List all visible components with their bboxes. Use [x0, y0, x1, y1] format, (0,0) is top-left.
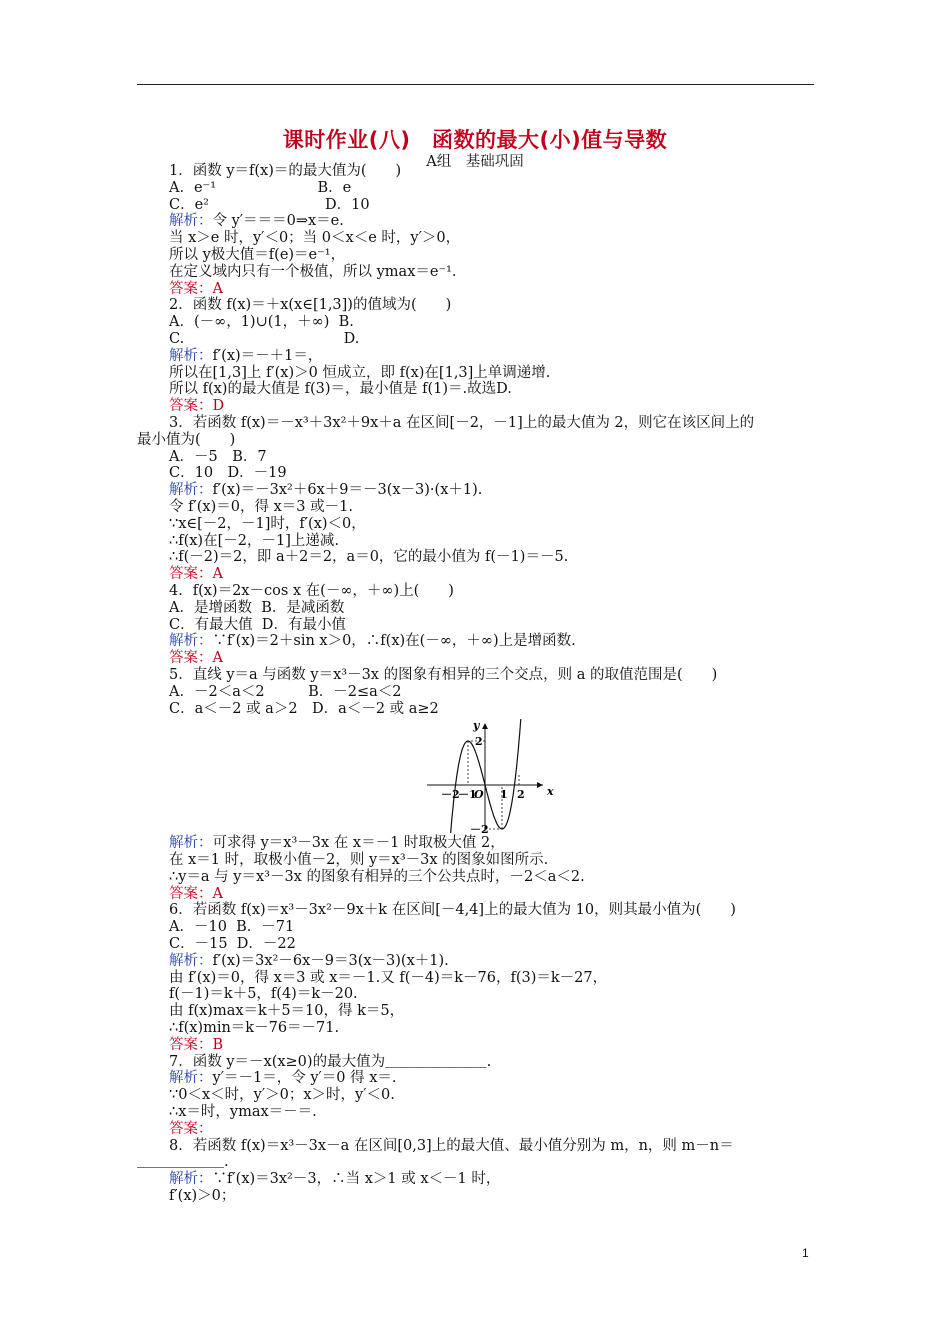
solution-line: [137, 482, 814, 499]
text-line: [137, 1138, 814, 1155]
solution-line: [137, 213, 814, 230]
y-axis-arrow: [482, 723, 488, 729]
line-text: ∴x＝时，ymax＝－＝.: [169, 1104, 317, 1121]
answer-label: 答案：D: [169, 398, 225, 415]
page-number: 1: [802, 1246, 809, 1260]
solution-text: 令 y′＝＝＝0⇒x＝e.: [212, 213, 344, 230]
x-tick-label: 1: [500, 788, 508, 802]
text-line: [137, 583, 814, 600]
line-text: 令 f′(x)＝0，得 x＝3 或－1.: [169, 498, 353, 515]
text-line: [137, 1020, 814, 1037]
page-title: 课时作业(八) 函数的最大(小)值与导数: [282, 128, 668, 152]
line-text: 7．函数 y＝－x(x≥0)的最大值为＿＿＿＿＿＿＿.: [169, 1053, 492, 1070]
text-line: [137, 365, 814, 382]
solution-label: 解析：: [169, 835, 213, 852]
line-text: 所以 y极大值＝f(e)＝e⁻¹，: [169, 246, 346, 263]
line-text: ∴f(－2)＝2，即 a＋2＝2，a＝0，它的最小值为 f(－1)＝－5.: [169, 549, 569, 566]
solution-label: 解析：: [169, 1171, 213, 1188]
solution-label: 解析：: [169, 482, 213, 499]
y-tick-label: －2: [470, 823, 489, 834]
origin-label: O: [474, 788, 484, 802]
x-axis-label: x: [547, 785, 554, 799]
line-text: 最小值为( ): [137, 431, 236, 448]
text-line: [137, 516, 814, 533]
line-text: A．e⁻¹ B．e: [169, 179, 352, 196]
line-text: 由 f′(x)＝0，得 x＝3 或 x＝－1.又 f(－4)＝k－76，f(3)＝k－27，: [169, 969, 608, 986]
line-text: 2．函数 f(x)＝＋x(x∈[1,3])的值域为( ): [169, 297, 452, 314]
text-line: [137, 986, 814, 1003]
answer-label: 答案：: [169, 1120, 213, 1137]
line-text: A．－2＜a＜2 B．－2≤a＜2: [169, 683, 402, 700]
line-text: ∴f(x)min＝k－76＝－71.: [169, 1020, 340, 1037]
line-text: 1．函数 y＝f(x)＝的最大值为( ): [169, 163, 402, 179]
text-line: [137, 197, 814, 214]
text-line: [137, 499, 814, 516]
solution-text: f′(x)＝－＋1＝，: [212, 347, 323, 364]
text-line: [137, 852, 814, 869]
text-line: [137, 449, 814, 466]
answer-label: 答案：A: [169, 280, 223, 297]
text-line: [137, 230, 814, 247]
solution-line: [137, 1070, 814, 1087]
text-line: [137, 701, 814, 718]
line-text: 5．直线 y＝a 与函数 y＝x³－3x 的图象有相异的三个交点，则 a 的取值范围是( ): [169, 666, 718, 683]
text-line: [137, 970, 814, 987]
solution-label: 解析：: [169, 952, 213, 969]
text-line: [137, 163, 814, 180]
answer-line: [137, 886, 814, 903]
solution-text: ∵f′(x)＝3x²－3，∴当 x＞1 或 x＜－1 时，: [212, 1171, 501, 1188]
cubic-function-graph: [137, 717, 814, 835]
line-text: C．有最大值 D．有最小值: [169, 616, 346, 633]
header-rule: [137, 84, 814, 85]
solution-text: f′(x)＝3x²－6x－9＝3(x－3)(x＋1).: [212, 952, 449, 969]
line-text: ∴y＝a 与 y＝x³－3x 的图象有相异的三个公共点时，－2＜a＜2.: [169, 868, 585, 885]
line-text: 当 x＞e 时，y′＜0；当 0＜x＜e 时，y′＞0，: [169, 230, 461, 247]
line-text: ∴f(x)在[－2，－1]上递减.: [169, 532, 339, 549]
text-line: [137, 180, 814, 197]
line-text: 6．若函数 f(x)＝x³－3x²－9x＋k 在区间[－4,4]上的最大值为 10，则其最小值为( ): [169, 902, 736, 919]
text-line: [137, 869, 814, 886]
text-line: [137, 1003, 814, 1020]
text-line: [137, 600, 814, 617]
line-text: ∵x∈[－2，－1]时，f′(x)＜0，: [169, 515, 366, 532]
solution-line: [137, 633, 814, 650]
answer-label: 答案：A: [169, 566, 223, 583]
text-line: [137, 667, 814, 684]
text-line: [137, 684, 814, 701]
line-text: ＿＿＿＿＿＿.: [137, 1154, 229, 1171]
solution-label: 解析：: [169, 1070, 213, 1087]
text-line: [137, 549, 814, 566]
text-line: [137, 247, 814, 264]
line-text: 3．若函数 f(x)＝－x³＋3x²＋9x＋a 在区间[－2，－1]上的最大值为 2，则它在该区间上的: [169, 414, 755, 431]
line-text: f′(x)＞0；: [169, 1188, 236, 1205]
line-text: C．－15 D．－22: [169, 936, 296, 953]
text-line: [137, 297, 814, 314]
line-text: C. D.: [169, 330, 360, 347]
solution-line: [137, 953, 814, 970]
line-text: A．(－∞，1)∪(1，＋∞) B.: [169, 314, 354, 331]
section-subtitle: A组 基础巩固: [426, 154, 524, 170]
text-line: [137, 936, 814, 953]
y-axis-label: y: [473, 719, 480, 733]
answer-label: 答案：B: [169, 1036, 224, 1053]
line-text: 8．若函数 f(x)＝x³－3x－a 在区间[0,3]上的最大值、最小值分别为 m，n，则 m－n＝: [169, 1137, 734, 1154]
x-tick-label: 2: [517, 788, 525, 802]
line-text: C．10 D．－19: [169, 465, 287, 482]
text-line: [137, 902, 814, 919]
text-line: [137, 314, 814, 331]
text-line: [137, 432, 814, 449]
line-text: 所以 f(x)的最大值是 f(3)＝，最小值是 f(1)＝.故选D.: [169, 381, 512, 398]
x-tick-label: －2: [441, 788, 460, 802]
text-line: [137, 533, 814, 550]
solution-label: 解析：: [169, 213, 213, 230]
line-text: C．e² D．10: [169, 196, 370, 213]
line-text: 在定义域内只有一个极值，所以 ymax＝e⁻¹.: [169, 263, 457, 280]
line-text: A．－10 B．－71: [169, 919, 295, 936]
answer-line: [137, 650, 814, 667]
text-line: [137, 1054, 814, 1071]
answer-line: [137, 1037, 814, 1054]
text-line: [137, 617, 814, 634]
text-line: [137, 264, 814, 281]
solution-text: ∵f′(x)＝2＋sin x＞0，∴f(x)在(－∞，＋∞)上是增函数.: [212, 633, 576, 650]
solution-label: 解析：: [169, 633, 213, 650]
text-line: [137, 919, 814, 936]
answer-line: [137, 566, 814, 583]
text-line: [137, 331, 814, 348]
line-text: 由 f(x)max＝k＋5＝10，得 k＝5，: [169, 1003, 405, 1020]
text-line: [137, 1154, 814, 1171]
solution-label: 解析：: [169, 347, 213, 364]
text-line: [137, 465, 814, 482]
answer-label: 答案：A: [169, 650, 223, 667]
solution-line: [137, 1171, 814, 1188]
answer-line: [137, 1121, 814, 1138]
line-text: 在 x＝1 时，取极小值－2，则 y＝x³－3x 的图象如图所示.: [169, 852, 549, 869]
text-line: [137, 1087, 814, 1104]
line-text: f(－1)＝k＋5，f(4)＝k－20.: [169, 986, 358, 1003]
line-text: ∵0＜x＜时，y′＞0；x＞时，y′＜0.: [169, 1087, 395, 1104]
line-text: A．－5 B．7: [169, 448, 267, 465]
solution-text: 可求得 y＝x³－3x 在 x＝－1 时取极大值 2，: [212, 835, 505, 852]
text-line: [137, 1104, 814, 1121]
exercise-body: [137, 163, 814, 1205]
x-tick-label: －1: [458, 788, 477, 802]
text-line: [137, 381, 814, 398]
text-line: [137, 415, 814, 432]
answer-line: [137, 281, 814, 298]
solution-line: [137, 348, 814, 365]
line-text: 所以在[1,3]上 f′(x)＞0 恒成立，即 f(x)在[1,3]上单调递增.: [169, 364, 551, 381]
line-text: 4．f(x)＝2x－cos x 在(－∞，＋∞)上( ): [169, 582, 454, 599]
answer-line: [137, 398, 814, 415]
x-axis-arrow: [537, 782, 543, 788]
y-tick-label: 2: [475, 735, 483, 749]
text-line: [137, 1188, 814, 1205]
line-text: C．a＜－2 或 a＞2 D．a＜－2 或 a≥2: [169, 700, 439, 717]
solution-text: y′＝－1＝，令 y′＝0 得 x＝.: [212, 1070, 397, 1087]
solution-line: [137, 835, 814, 852]
solution-text: f′(x)＝－3x²＋6x＋9＝－3(x－3)·(x＋1).: [212, 482, 483, 499]
answer-label: 答案：A: [169, 885, 223, 902]
line-text: A．是增函数 B．是减函数: [169, 599, 345, 616]
